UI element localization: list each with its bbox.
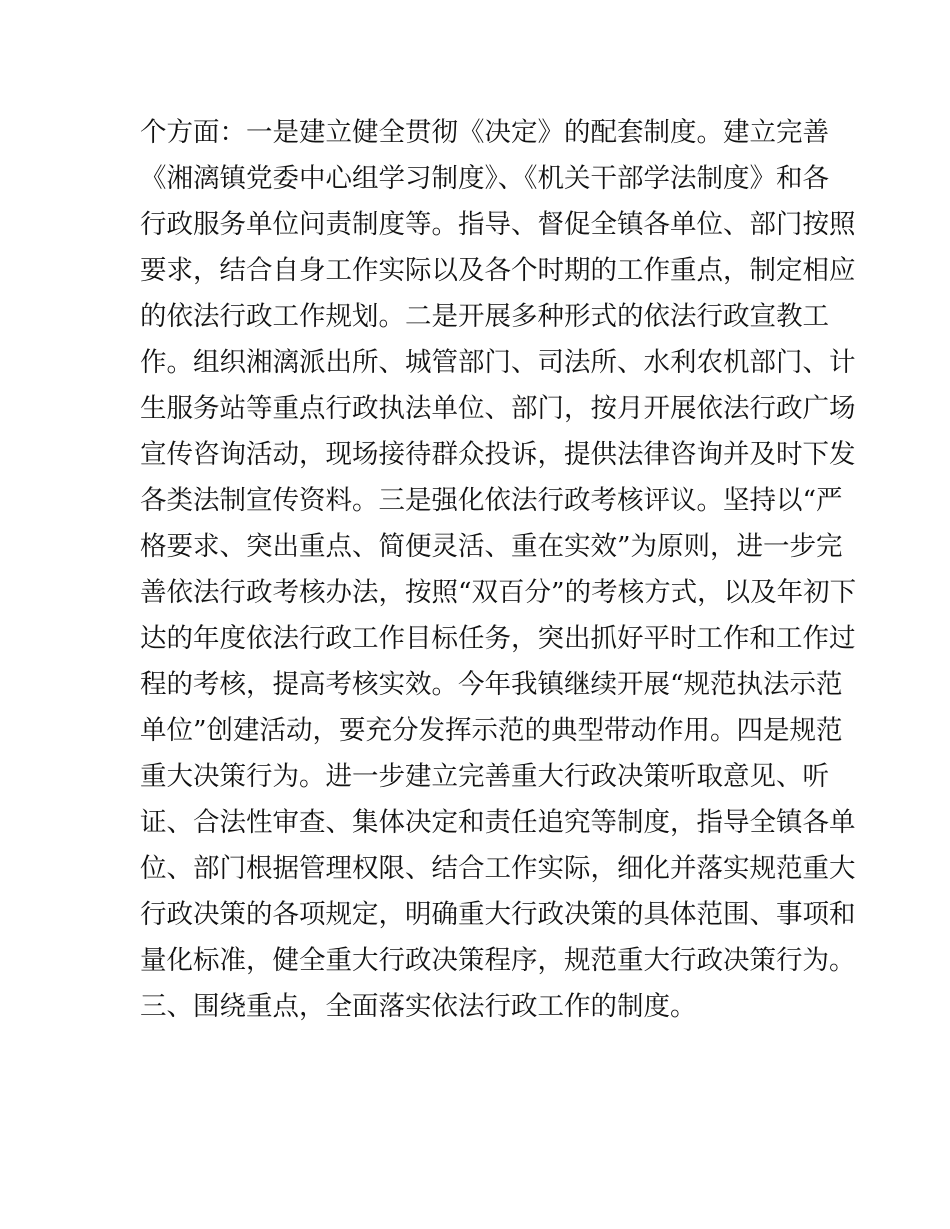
text-line: 单位”创建活动，要充分发挥示范的典型带动作用。四是规范 xyxy=(140,715,843,746)
text-line: 证、合法性审查、集体决定和责任追究等制度，指导全镇各单 xyxy=(140,807,856,838)
body-text xyxy=(140,110,857,1030)
text-line: 程的考核，提高考核实效。今年我镇继续开展“规范执法示范 xyxy=(140,669,843,700)
text-line: 重大决策行为。进一步建立完善重大行政决策听取意见、听 xyxy=(140,761,829,792)
text-line: 善依法行政考核办法，按照“双百分”的考核方式，以及年初下 xyxy=(140,577,857,608)
text-line: 位、部门根据管理权限、结合工作实际，细化并落实规范重大 xyxy=(140,853,856,884)
text-line: 的依法行政工作规划。二是开展多种形式的依法行政宣教工 xyxy=(140,301,829,332)
text-line: 行政决策的各项规定，明确重大行政决策的具体范围、事项和 xyxy=(140,899,856,930)
section-heading-line: 三、围绕重点，全面落实依法行政工作的制度。 xyxy=(140,991,697,1022)
text-line: 各类法制宣传资料。三是强化依法行政考核评议。坚持以“严 xyxy=(140,485,843,516)
text-line: 达的年度依法行政工作目标任务，突出抓好平时工作和工作过 xyxy=(140,623,856,654)
text-line: 生服务站等重点行政执法单位、部门，按月开展依法行政广场 xyxy=(140,393,856,424)
text-line: 宣传咨询活动，现场接待群众投诉，提供法律咨询并及时下发 xyxy=(140,439,856,470)
text-line: 个方面：一是建立健全贯彻《决定》的配套制度。建立完善 xyxy=(140,117,829,148)
text-line: 格要求、突出重点、简便灵活、重在实效”为原则，进一步完 xyxy=(140,531,843,562)
text-line: 作。组织湘漓派出所、城管部门、司法所、水利农机部门、计 xyxy=(140,347,856,378)
text-line: 量化标准，健全重大行政决策程序，规范重大行政决策行为。 xyxy=(140,945,856,976)
text-line: 《湘漓镇党委中心组学习制度》、《机关干部学法制度》和各 xyxy=(140,163,829,194)
text-line: 要求，结合自身工作实际以及各个时期的工作重点，制定相应 xyxy=(140,255,856,286)
text-line: 行政服务单位问责制度等。指导、督促全镇各单位、部门按照 xyxy=(140,209,856,240)
